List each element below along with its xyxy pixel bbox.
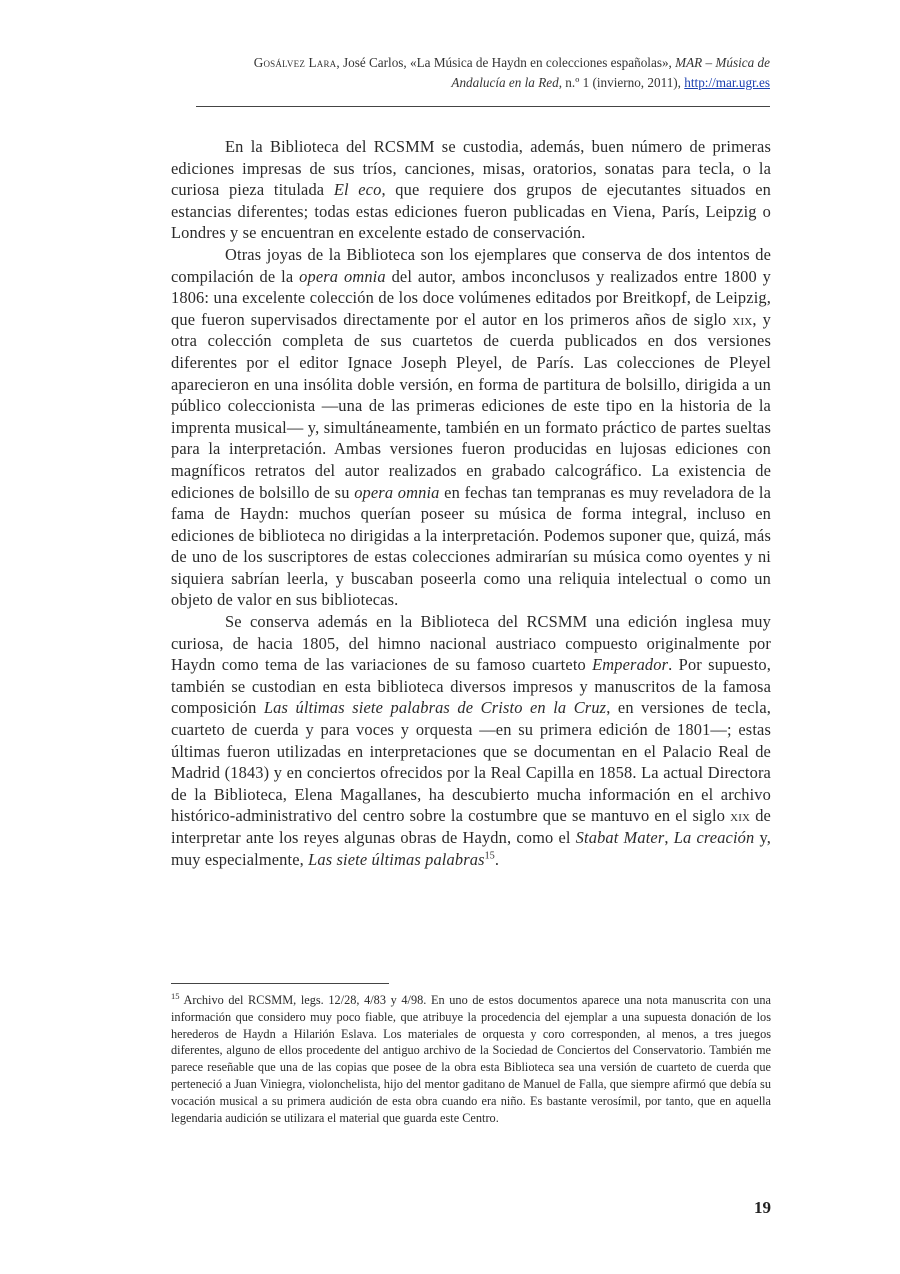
p3-italic-2: Las últimas siete palabras de Cristo en la Cruz bbox=[263, 698, 607, 718]
p3-text-1: Se conserva además en la Biblioteca del RCSMM una edición inglesa muy curiosa, de hacia 1805, del himno nacional austriaco compuesto originalmente por Haydn como tema de las variaciones de su famoso cuarteto bbox=[171, 612, 771, 675]
paragraph-2 bbox=[171, 244, 771, 611]
footnote-text: Archivo del RCSMM, legs. 12/28, 4/83 y 4/98. En uno de estos documentos aparece una nota manuscrita con una información que considero muy poco fiable, que atribuye la procedencia del ejemplar a una supuesta donación de los herederos de Haydn a Hilarión Eslava. Los materiales de orquesta y coro corresponden, al menos, a tres juegos diferentes, alguno de ellos procedente del antiguo archivo de la Sociedad de Conciertos del Conservatorio. También me parece reseñable que una de las copias que posee de la obra esta Biblioteca sea una versión de cuarteto de cuerda que perteneció a Juan Viniegra, violonchelista, hijo del mentor gaditano de Manuel de Falla, que siempre afirmó que debía su vocación musical a su primera audición de esta obra cuando era niño. Es bastante verosímil, por tanto, que en aquella legendaria audición se utilizara el material que guarda este Centro. bbox=[171, 993, 771, 1125]
p3-text-6: y, muy especialmente, bbox=[171, 828, 772, 869]
header-url-link[interactable]: http://mar.ugr.es bbox=[684, 75, 770, 90]
paragraph-1 bbox=[171, 136, 771, 244]
header-journal-line1: MAR – Música de bbox=[675, 55, 770, 70]
p3-text-2: . Por supuesto, también se custodian en esta biblioteca diversos impresos y manuscritos de la famosa composición bbox=[171, 655, 771, 718]
running-header bbox=[196, 53, 770, 93]
footnote bbox=[171, 992, 771, 1126]
p1-text-2: , que requiere dos grupos de ejecutantes situados en estancias diferentes; todas estas ediciones fueron publicadas en Viena, París, Leipzig o Londres y se encuentran en excelente estado de conservación. bbox=[171, 180, 772, 243]
p3-italic-1: Emperador bbox=[592, 655, 669, 675]
p3-century: xix bbox=[730, 806, 751, 826]
p1-italic-title: El eco bbox=[333, 180, 382, 200]
p3-text-7: . bbox=[494, 849, 500, 869]
p2-italic-2: opera omnia bbox=[354, 482, 440, 502]
p3-italic-5: Las siete últimas palabras bbox=[308, 849, 485, 869]
p3-text-3: , en versiones de tecla, cuarteto de cuerda y para voces y orquesta —en su primera edición de 1801—; estas últimas fueron utilizadas en interpretaciones que se documentan en el Palacio Real de Madrid (1843) y en conciertos ofrecidos por la Real Capilla en 1858. La actual Directora de la Biblioteca, Elena Magallanes, ha descubierto mucha información en el archivo histórico-administrativo del centro sobre la costumbre que se mantuvo en el siglo bbox=[171, 698, 771, 826]
header-journal-line2: Andalucía en la Red bbox=[451, 75, 559, 90]
p2-italic-1: opera omnia bbox=[299, 266, 386, 286]
p2-century: xix bbox=[732, 309, 753, 329]
body-text bbox=[171, 136, 771, 870]
p3-text-4: de interpretar ante los reyes algunas obras de Haydn, como el bbox=[171, 806, 771, 847]
header-author-rest: , José Carlos, «La Música de Haydn en colecciones españolas», bbox=[336, 55, 676, 70]
p2-text-1: Otras joyas de la Biblioteca son los ejemplares que conserva de dos intentos de compilación de la bbox=[171, 244, 771, 286]
p3-text-5: , bbox=[664, 828, 674, 847]
p1-text-1: En la Biblioteca del RCSMM se custodia, además, buen número de primeras ediciones impresas de sus tríos, canciones, misas, oratorios, sonatas para tecla, o la curiosa pieza titulada bbox=[171, 137, 771, 200]
p2-text-3: , y otra colección completa de sus cuartetos de cuerda publicados en dos versiones diferentes por el editor Ignace Joseph Pleyel, de París. Las colecciones de Pleyel aparecieron en una insólita doble versión, en forma de partitura de bolsillo, dirigida a un público coleccionista —una de las primeras ediciones de este tipo en la historia de la imprenta musical— y, simultáneamente, también en un formato práctico de partes sueltas para la interpretación. Ambas versiones fueron producidas en lujosas ediciones con magníficos retratos del autor realizados en grabado calcográfico. La existencia de ediciones de bolsillo de su bbox=[171, 309, 771, 502]
paragraph-3 bbox=[171, 611, 771, 870]
p3-italic-3: Stabat Mater bbox=[575, 828, 665, 847]
p2-text-2: del autor, ambos inconclusos y realizados entre 1800 y 1806: una excelente colección de los doce volúmenes editados por Breitkopf, de Leipzig, que fueron supervisados directamente por el autor en los primeros años de siglo bbox=[171, 266, 772, 329]
p2-text-4: en fechas tan tempranas es muy reveladora de la fama de Haydn: muchos querían poseer su música de forma integral, incluso en ediciones de biblioteca no dirigidas a la interpretación. Podemos suponer que, quizá, más de uno de los suscriptores de estas colecciones admirarían su música como oyentes y ni siquiera sabrían leerla, y buscaban poseerla como una reliquia intelectual o como un objeto de valor en sus bibliotecas. bbox=[171, 482, 772, 610]
p3-italic-4: La creación bbox=[673, 828, 755, 847]
header-issue: , n.º 1 (invierno, 2011), bbox=[558, 75, 685, 90]
footnote-reference[interactable]: 15 bbox=[484, 850, 495, 862]
footnote-divider bbox=[171, 983, 389, 984]
header-author-surname: Gosálvez Lara bbox=[253, 55, 337, 70]
page-number: 19 bbox=[754, 1198, 771, 1217]
header-divider bbox=[196, 106, 770, 107]
footnote-number: 15 bbox=[171, 990, 180, 1001]
